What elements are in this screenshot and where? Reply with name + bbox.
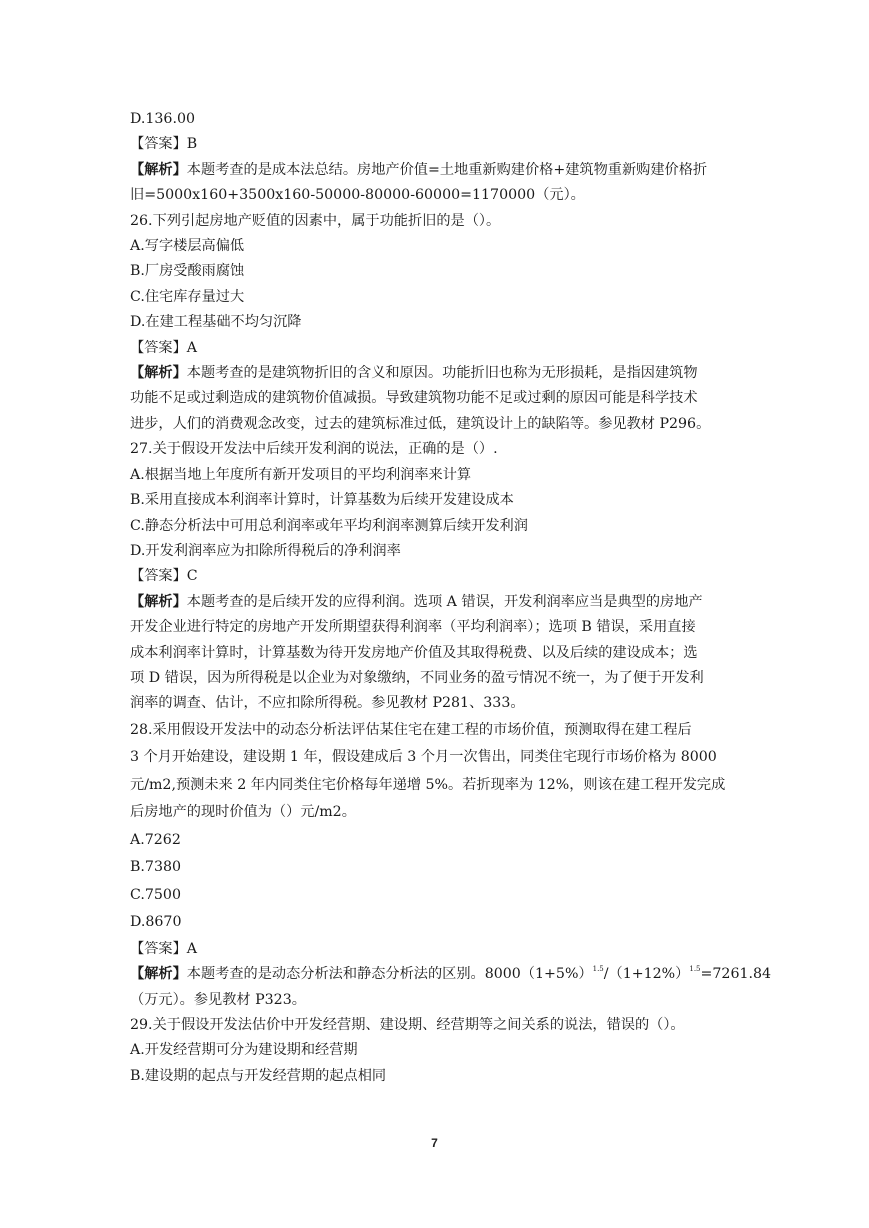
- q28-option-c: C.7500: [130, 886, 181, 903]
- q28-option-a: A.7262: [130, 831, 181, 848]
- q26-analysis-line-2: 功能不足或过剩造成的建筑物价值减损。导致建筑物功能不足或过剩的原因可能是科学技术: [130, 390, 698, 407]
- analysis-text-part-2: /（1+12%）: [603, 966, 690, 983]
- q26-question: 26.下列引起房地产贬值的因素中，属于功能折旧的是（）。: [130, 212, 501, 229]
- q26-option-d: D.在建工程基础不均匀沉降: [130, 314, 302, 331]
- q28-option-b: B.7380: [130, 859, 182, 876]
- q28-answer: 【答案】A: [130, 940, 197, 957]
- q26-option-a: A.写字楼层高偏低: [130, 238, 245, 255]
- q25-option-d: D.136.00: [130, 111, 196, 127]
- analysis-label: 【解析】: [130, 593, 187, 610]
- q28-question-line-2: 3 个月开始建设，建设期 1 年，假设建成后 3 个月一次售出，同类住宅现行市场价格为 8000: [130, 749, 717, 766]
- analysis-text: 本题考查的是后续开发的应得利润。选项 A 错误，开发利润率应当是典型的房地产: [186, 593, 703, 610]
- analysis-label: 【解析】: [130, 161, 187, 178]
- q25-analysis-line-2: 旧=5000x160+3500x160-50000-80000-60000=1170000（元）。: [130, 187, 585, 204]
- q25-analysis-line-1: [130, 158, 742, 183]
- q27-option-a: A.根据当地上年度所有新开发项目的平均利润率来计算: [130, 466, 472, 483]
- q26-answer: 【答案】A: [130, 339, 197, 356]
- q27-option-b: B.采用直接成本利润率计算时，计算基数为后续开发建设成本: [130, 492, 514, 509]
- analysis-label: 【解析】: [130, 365, 187, 382]
- q27-analysis-line-5: 润率的调查、估计，不应扣除所得税。参见教材 P281、333。: [130, 695, 525, 712]
- q26-option-b: B.厂房受酸雨腐蚀: [130, 263, 245, 280]
- exponent-2: 1.5: [689, 965, 701, 974]
- q28-option-d: D.8670: [130, 914, 182, 931]
- q27-analysis-line-4: 项 D 错误，因为所得税是以企业为对象缴纳，不同业务的盈亏情况不统一，为了便于开发利: [130, 669, 704, 686]
- analysis-label: 【解析】: [130, 966, 187, 983]
- q27-question: 27.关于假设开发法中后续开发利润的说法，正确的是（）.: [130, 441, 498, 458]
- q27-option-d: D.开发利润率应为扣除所得税后的净利润率: [130, 542, 401, 559]
- q29-option-a: A.开发经营期可分为建设期和经营期: [130, 1042, 358, 1059]
- q27-analysis-line-1: [130, 590, 742, 615]
- q26-analysis-line-1: [130, 361, 742, 386]
- q28-analysis-line-1: [130, 962, 772, 987]
- q27-analysis-line-3: 成本利润率计算时，计算基数为待开发房地产价值及其取得税费、以及后续的建设成本；选: [130, 644, 698, 661]
- q25-answer: 【答案】B: [130, 136, 198, 153]
- q27-analysis-line-2: 开发企业进行特定的房地产开发所期望获得利润率（平均利润率）；选项 B 错误，采用直接: [130, 619, 696, 636]
- analysis-text-part-3: =7261.84: [700, 966, 772, 983]
- exponent-1: 1.5: [592, 965, 604, 974]
- page-number: 7: [431, 1136, 438, 1150]
- analysis-text: 本题考查的是成本法总结。房地产价值=土地重新购建价格+建筑物重新购建价格折: [186, 161, 708, 178]
- q28-question-line-1: 28.采用假设开发法中的动态分析法评估某住宅在建工程的市场价值，预测取得在建工程后: [130, 721, 692, 738]
- q27-answer: 【答案】C: [130, 568, 198, 585]
- page-body: [130, 107, 772, 1089]
- q26-option-c: C.住宅库存量过大: [130, 288, 245, 305]
- analysis-text-part-1: 本题考查的是动态分析法和静态分析法的区别。8000（1+5%）: [186, 966, 593, 983]
- q28-question-line-4: 后房地产的现时价值为（）元/m2。: [130, 804, 356, 821]
- q29-question: 29.关于假设开发法估价中开发经营期、建设期、经营期等之间关系的说法，错误的（）。: [130, 1016, 685, 1033]
- q29-option-b: B.建设期的起点与开发经营期的起点相同: [130, 1067, 387, 1084]
- q26-analysis-line-3: 进步，人们的消费观念改变，过去的建筑标准过低，建筑设计上的缺陷等。参见教材 P296。: [130, 415, 711, 432]
- analysis-text: 本题考查的是建筑物折旧的含义和原因。功能折旧也称为无形损耗，是指因建筑物: [186, 365, 698, 382]
- q28-analysis-line-2: （万元）。参见教材 P323。: [130, 991, 306, 1008]
- q27-option-c: C.静态分析法中可用总利润率或年平均利润率测算后续开发利润: [130, 517, 528, 534]
- q28-question-line-3: 元/m2,预测未来 2 年内同类住宅价格每年递增 5%。若折现率为 12%，则该在建工程开发完成: [130, 776, 726, 793]
